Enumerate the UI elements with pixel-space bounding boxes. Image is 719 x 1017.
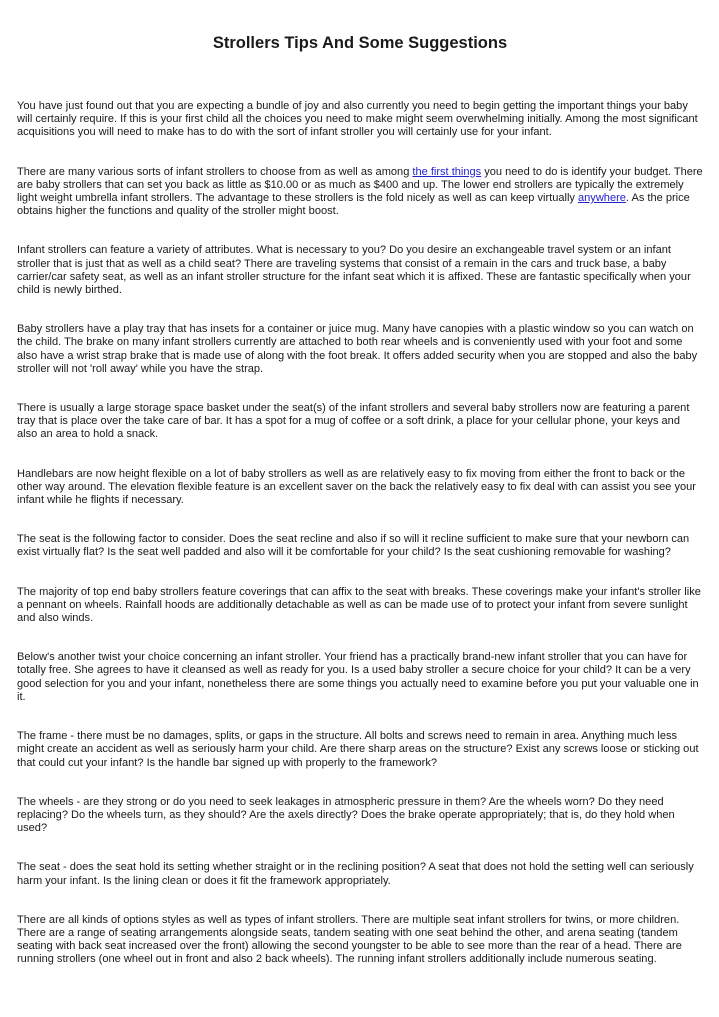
- paragraph-13: There are all kinds of options styles as well as types of infant strollers. There are multiple seat infant strollers for twins, or more children. There are a range of seating arrangements alongside seats, tandem seating with one seat behind the other, and arena seating (tandem seating with back seat increased over the front) allowing the second youngster to be able to see more than the rear of a head. There are running strollers (one wheel out in front and also 2 back wheels). The running infant strollers additionally include numerous seating.: [17, 913, 682, 966]
- paragraph-1: You have just found out that you are expecting a bundle of joy and also currently you need to begin getting the important things your baby will certainly require. If this is your first child all the choices you need to make might seem overwhelming initially. Among the most significant acquisitions you will need to make has to do with the sort of infant stroller you will certainly use for your infant.: [17, 100, 698, 139]
- paragraph-9: Below's another twist your choice concerning an infant stroller. Your friend has a practically brand-new infant stroller that you can have for totally free. She agrees to have it cleansed as well as ready for you. Is a used baby stroller a secure choice for your child? It can be a very good selection for you and your infant, nonetheless there are some things you actually need to examine before you put your valuable one in it.: [17, 651, 699, 703]
- paragraph-2-text-start: There are many various sorts of infant strollers to choose from as well as among: [17, 165, 413, 178]
- link-the-first-things[interactable]: the first things: [412, 165, 482, 178]
- link-anywhere[interactable]: anywhere: [578, 192, 626, 205]
- document-body: [17, 100, 703, 967]
- paragraph-2-text-middle: you need to do is identify your budget. There are baby strollers that can set you back as little as $10.00 or as much as $400 and up. The lower end strollers are typically the extremely light weight umbrella infant strollers. The advantage to these strollers is the fold nicely as well as can keep virtually: [17, 165, 703, 205]
- paragraph-3: Infant strollers can feature a variety of attributes. What is necessary to you? Do you desire an exchangeable travel system or an infant stroller that is just that as well as a child seat? There are traveling systems that consist of a remain in the cars and truck base, a baby carrier/car safety seat, as well as an infant stroller structure for the infant seat which it is affixed. These are fantastic specifically when your child is newly birthed.: [17, 244, 691, 297]
- document-title: Strollers Tips And Some Suggestions: [212, 34, 508, 52]
- paragraph-6: Handlebars are now height flexible on a lot of baby strollers as well as are relatively easy to fix moving from either the front to back or the other way around. The elevation flexible feature is an excellent saver on the back the relatively easy to fix deal with can assist you see your infant while he flights if necessary.: [17, 467, 696, 507]
- paragraph-8: The majority of top end baby strollers feature coverings that can affix to the seat with breaks. These coverings make your infant's stroller like a pennant on wheels. Rainfall hoods are additionally detachable as well as can be made use of to protect your infant from severe sunlight and also winds.: [17, 585, 701, 625]
- paragraph-4: Baby strollers have a play tray that has insets for a container or juice mug. Many have canopies with a plastic window so you can watch on the child. The brake on many infant strollers currently are attached to both rear wheels and is conveniently used with your foot and some also have a wrist strap brake that is made use of along with the foot break. It offers added security when you are stopped and also the baby stroller will not 'roll away' while you have the strap.: [17, 323, 698, 375]
- paragraph-12: The seat - does the seat hold its setting whether straight or in the reclining position? A seat that does not hold the setting well can seriously harm your infant. Is the lining clean or does it fit the framework appropriately.: [17, 861, 694, 887]
- paragraph-11: The wheels - are they strong or do you need to seek leakages in atmospheric pressure in them? Are the wheels worn? Do they need replacing? Do the wheels turn, as they should? Are the axels directly? Does the brake operate appropriately; that is, do they hold when used?: [17, 795, 675, 835]
- paragraph-5: There is usually a large storage space basket under the seat(s) of the infant strollers and several baby strollers now are featuring a parent tray that is place over the take care of bar. It has a spot for a mug of coffee or a soft drink, a place for your cellular phone, your keys and also an area to hold a snack.: [17, 402, 690, 441]
- paragraph-7: The seat is the following factor to consider. Does the seat recline and also if so will it recline sufficient to make sure that your newborn can exist virtually flat? Is the seat well padded and also will it be comfortable for your child? Is the seat cushioning removable for washing?: [17, 533, 690, 559]
- paragraph-2-text-end: . As the price obtains higher the functions and quality of the stroller might boost.: [17, 192, 690, 218]
- paragraph-10: The frame - there must be no damages, splits, or gaps in the structure. All bolts and screws need to remain in area. Anything much less might create an accident as well as seriously harm your child. Are there sharp areas on the structure? Exist any screws loose or sticking out that could cut your infant? Is the handle bar signed up with properly to the framework?: [17, 730, 699, 769]
- paragraph-2: [17, 166, 703, 219]
